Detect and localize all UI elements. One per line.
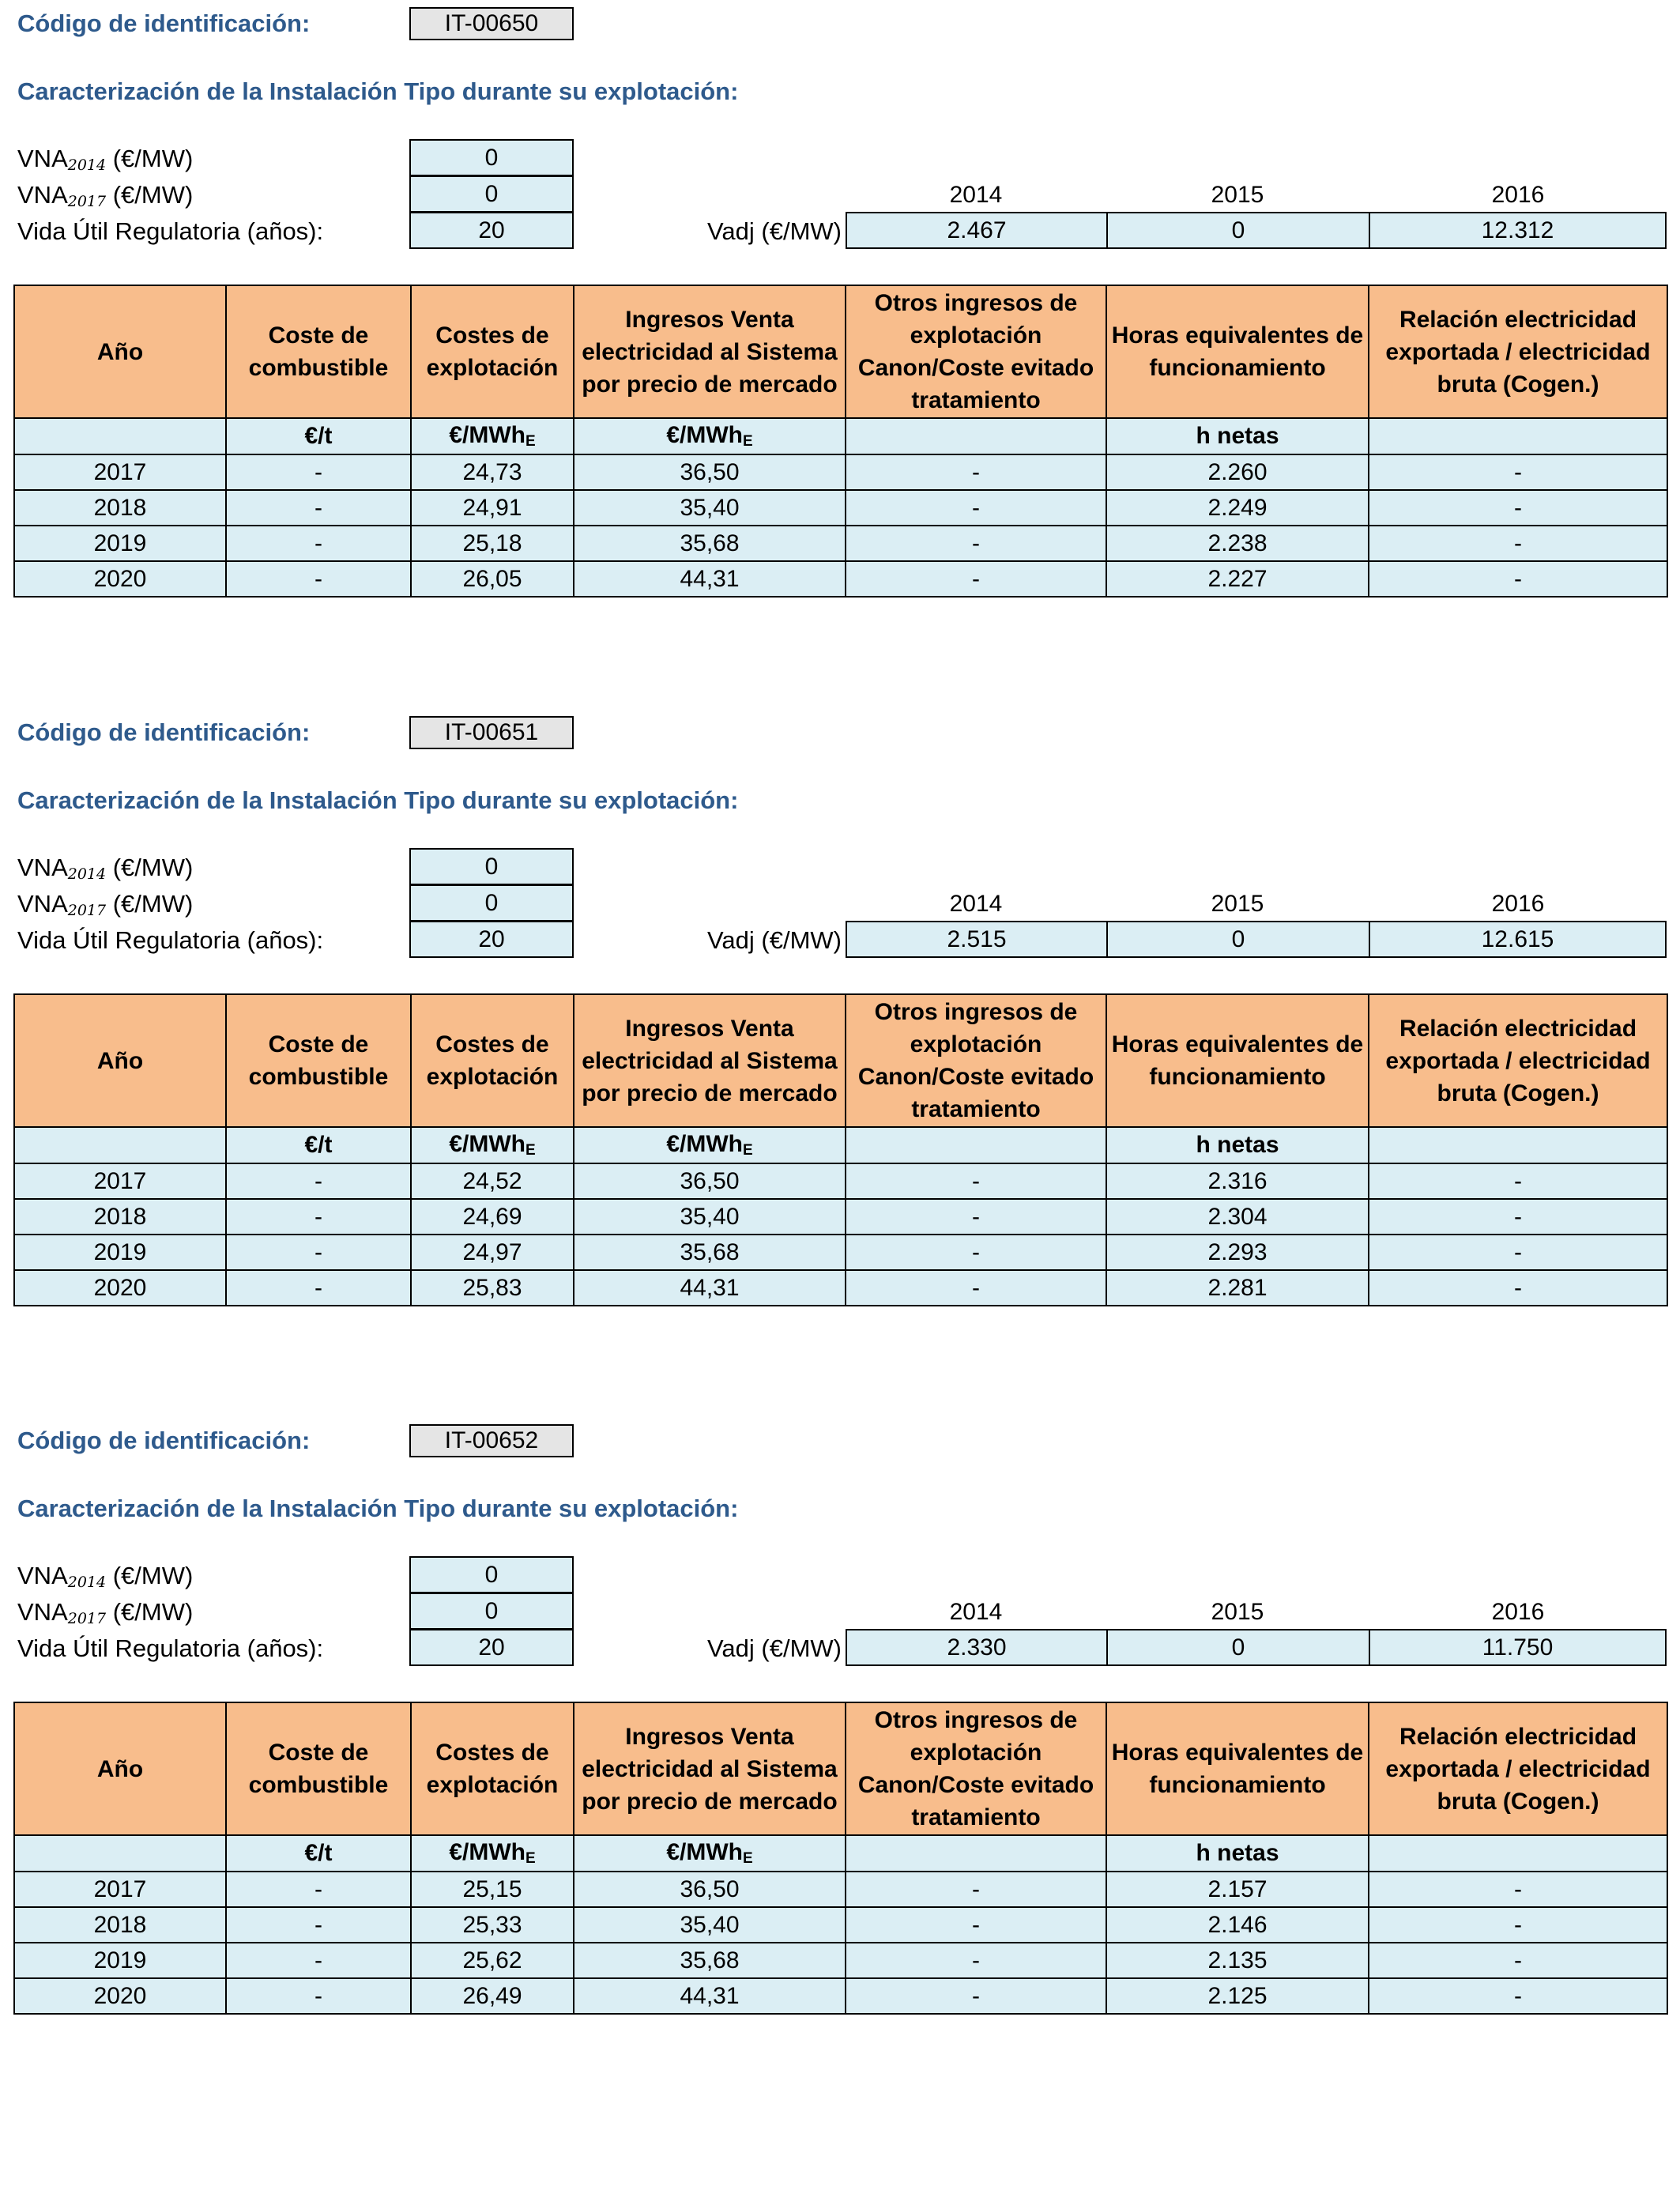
cell-explotacion: 24,91 [411,490,574,526]
cost-table [13,993,1668,1306]
cell-horas: 2.281 [1106,1270,1369,1306]
unit-horas: h netas [1106,418,1369,454]
cell-year: 2019 [14,1235,226,1270]
cell-relacion: - [1369,526,1667,561]
cell-otros: - [846,1163,1106,1199]
characterization-heading: Caracterización de la Instalación Tipo durante su explotación: [17,1495,739,1522]
header-ingresos: Ingresos Venta electricidad al Sistema por precio de mercado [574,285,846,418]
cell-horas: 2.316 [1106,1163,1369,1199]
unit-explotacion: €/MWh$_E$ [411,1127,574,1163]
cell-otros: - [846,454,1106,490]
table-units-row [14,1835,1667,1872]
cell-year: 2018 [14,490,226,526]
unit-combustible: €/t [226,1835,411,1872]
table-units-row [14,1127,1667,1163]
cell-relacion: - [1369,1235,1667,1270]
vna-2017-label: $VNA_{2017}$ (€/MW) [17,890,194,919]
code-value: IT-00650 [409,7,574,40]
vadj-label: Vadj (€/MW) [707,217,842,245]
cell-ingresos: 35,68 [574,526,846,561]
cell-explotacion: 24,73 [411,454,574,490]
cell-year: 2018 [14,1907,226,1943]
vna-2017-value: 0 [409,175,574,213]
vadj-2015-value: 0 [1106,212,1370,249]
cell-otros: - [846,1907,1106,1943]
cell-relacion: - [1369,490,1667,526]
code-label: Código de identificación: [17,718,311,746]
cell-combustible: - [226,1872,411,1907]
vadj-label: Vadj (€/MW) [707,1634,842,1662]
cell-year: 2020 [14,1978,226,2014]
cell-explotacion: 26,05 [411,561,574,597]
cell-year: 2018 [14,1199,226,1235]
cell-otros: - [846,1235,1106,1270]
header-relacion: Relación electricidad exportada / electricidad bruta (Cogen.) [1369,994,1667,1127]
header-otros: Otros ingresos de explotación Canon/Coste evitado tratamiento [846,994,1106,1127]
year-header-2014: 2014 [949,182,1003,208]
cell-explotacion: 24,97 [411,1235,574,1270]
table-row [14,561,1667,597]
cell-explotacion: 24,52 [411,1163,574,1199]
cell-relacion: - [1369,454,1667,490]
cell-combustible: - [226,1163,411,1199]
unit-anio [14,1127,226,1163]
unit-anio [14,1835,226,1872]
vna-2014-value: 0 [409,848,574,885]
cell-combustible: - [226,1907,411,1943]
vna-2014-label: $VNA_{2014}$ (€/MW) [17,854,194,883]
cell-horas: 2.125 [1106,1978,1369,2014]
cell-relacion: - [1369,1270,1667,1306]
vadj-label: Vadj (€/MW) [707,926,842,954]
unit-horas: h netas [1106,1127,1369,1163]
unit-anio [14,418,226,454]
cell-combustible: - [226,561,411,597]
cell-ingresos: 36,50 [574,1872,846,1907]
cell-explotacion: 25,33 [411,1907,574,1943]
cell-horas: 2.135 [1106,1943,1369,1978]
code-label: Código de identificación: [17,9,311,37]
year-header-2015: 2015 [1211,891,1264,917]
table-row [14,454,1667,490]
table-row [14,490,1667,526]
vna-2017-value: 0 [409,884,574,922]
cell-horas: 2.293 [1106,1235,1369,1270]
header-combustible: Coste de combustible [226,285,411,418]
year-header-2016: 2016 [1491,182,1545,208]
table-row [14,1872,1667,1907]
header-otros: Otros ingresos de explotación Canon/Coste evitado tratamiento [846,1702,1106,1835]
table-header-row [14,1702,1667,1835]
header-explotacion: Costes de explotación [411,285,574,418]
vadj-2015-value: 0 [1106,921,1370,958]
cell-relacion: - [1369,1907,1667,1943]
unit-otros [846,1127,1106,1163]
year-header-2015: 2015 [1211,1599,1264,1625]
cell-horas: 2.260 [1106,454,1369,490]
cell-ingresos: 36,50 [574,454,846,490]
cell-otros: - [846,1872,1106,1907]
header-relacion: Relación electricidad exportada / electricidad bruta (Cogen.) [1369,1702,1667,1835]
cell-otros: - [846,1199,1106,1235]
vida-util-label: Vida Útil Regulatoria (años): [17,1634,324,1662]
cell-ingresos: 35,68 [574,1235,846,1270]
vna-2014-label: $VNA_{2014}$ (€/MW) [17,145,194,174]
cell-otros: - [846,561,1106,597]
unit-combustible: €/t [226,1127,411,1163]
cell-horas: 2.227 [1106,561,1369,597]
vna-2017-label: $VNA_{2017}$ (€/MW) [17,181,194,210]
code-value: IT-00652 [409,1424,574,1457]
table-row [14,1270,1667,1306]
cell-relacion: - [1369,561,1667,597]
cell-ingresos: 44,31 [574,1270,846,1306]
cell-ingresos: 44,31 [574,561,846,597]
cell-year: 2019 [14,1943,226,1978]
table-row [14,1943,1667,1978]
header-relacion: Relación electricidad exportada / electricidad bruta (Cogen.) [1369,285,1667,418]
cell-horas: 2.238 [1106,526,1369,561]
unit-ingresos: €/MWh$_E$ [574,1127,846,1163]
cell-horas: 2.157 [1106,1872,1369,1907]
code-label: Código de identificación: [17,1427,311,1454]
cell-relacion: - [1369,1163,1667,1199]
cell-relacion: - [1369,1978,1667,2014]
header-anio: Año [14,1702,226,1835]
cost-table [13,1702,1668,2015]
vida-util-value: 20 [409,1629,574,1666]
header-explotacion: Costes de explotación [411,994,574,1127]
unit-otros [846,1835,1106,1872]
cell-combustible: - [226,490,411,526]
year-header-2015: 2015 [1211,182,1264,208]
cell-horas: 2.249 [1106,490,1369,526]
unit-otros [846,418,1106,454]
vadj-2014-value: 2.515 [846,921,1108,958]
cell-otros: - [846,1978,1106,2014]
cell-explotacion: 25,15 [411,1872,574,1907]
cell-year: 2019 [14,526,226,561]
header-horas: Horas equivalentes de funcionamiento [1106,1702,1369,1835]
year-header-2016: 2016 [1491,891,1545,917]
header-anio: Año [14,285,226,418]
table-row [14,1163,1667,1199]
unit-explotacion: €/MWh$_E$ [411,1835,574,1872]
vadj-2016-value: 12.312 [1369,212,1667,249]
vna-2014-value: 0 [409,1556,574,1593]
cell-combustible: - [226,526,411,561]
header-ingresos: Ingresos Venta electricidad al Sistema por precio de mercado [574,1702,846,1835]
table-row [14,1907,1667,1943]
cell-ingresos: 44,31 [574,1978,846,2014]
installation-section [0,709,1680,1357]
vna-2017-value: 0 [409,1593,574,1630]
cell-year: 2017 [14,1163,226,1199]
cell-ingresos: 36,50 [574,1163,846,1199]
cell-combustible: - [226,1943,411,1978]
vadj-2015-value: 0 [1106,1629,1370,1666]
table-row [14,1199,1667,1235]
cell-year: 2017 [14,454,226,490]
header-explotacion: Costes de explotación [411,1702,574,1835]
cell-horas: 2.146 [1106,1907,1369,1943]
unit-relacion [1369,1127,1667,1163]
vida-util-value: 20 [409,212,574,249]
cell-explotacion: 25,83 [411,1270,574,1306]
vadj-2014-value: 2.330 [846,1629,1108,1666]
cell-year: 2020 [14,561,226,597]
cell-year: 2020 [14,1270,226,1306]
unit-ingresos: €/MWh$_E$ [574,418,846,454]
cell-otros: - [846,1270,1106,1306]
unit-explotacion: €/MWh$_E$ [411,418,574,454]
cell-combustible: - [226,1270,411,1306]
cell-otros: - [846,526,1106,561]
unit-relacion [1369,418,1667,454]
cell-explotacion: 24,69 [411,1199,574,1235]
unit-combustible: €/t [226,418,411,454]
vna-2014-value: 0 [409,139,574,176]
header-horas: Horas equivalentes de funcionamiento [1106,994,1369,1127]
header-combustible: Coste de combustible [226,994,411,1127]
table-header-row [14,285,1667,418]
cell-explotacion: 25,18 [411,526,574,561]
installation-section [0,1417,1680,2065]
cell-relacion: - [1369,1943,1667,1978]
cell-explotacion: 26,49 [411,1978,574,2014]
vida-util-label: Vida Útil Regulatoria (años): [17,926,324,954]
cell-otros: - [846,1943,1106,1978]
table-row [14,1235,1667,1270]
vna-2014-label: $VNA_{2014}$ (€/MW) [17,1562,194,1591]
cell-combustible: - [226,1978,411,2014]
year-header-2014: 2014 [949,1599,1003,1625]
characterization-heading: Caracterización de la Instalación Tipo durante su explotación: [17,786,739,814]
vadj-2016-value: 12.615 [1369,921,1667,958]
unit-relacion [1369,1835,1667,1872]
cell-relacion: - [1369,1872,1667,1907]
header-combustible: Coste de combustible [226,1702,411,1835]
code-value: IT-00651 [409,716,574,749]
cell-combustible: - [226,1199,411,1235]
cell-explotacion: 25,62 [411,1943,574,1978]
cell-ingresos: 35,40 [574,1907,846,1943]
cell-horas: 2.304 [1106,1199,1369,1235]
cell-ingresos: 35,40 [574,490,846,526]
header-ingresos: Ingresos Venta electricidad al Sistema por precio de mercado [574,994,846,1127]
cell-ingresos: 35,68 [574,1943,846,1978]
installation-section [0,0,1680,648]
cell-otros: - [846,490,1106,526]
header-horas: Horas equivalentes de funcionamiento [1106,285,1369,418]
cost-table [13,285,1668,598]
cell-year: 2017 [14,1872,226,1907]
vida-util-value: 20 [409,921,574,958]
cell-relacion: - [1369,1199,1667,1235]
vadj-2014-value: 2.467 [846,212,1108,249]
unit-horas: h netas [1106,1835,1369,1872]
cell-ingresos: 35,40 [574,1199,846,1235]
characterization-heading: Caracterización de la Instalación Tipo durante su explotación: [17,77,739,105]
vida-util-label: Vida Útil Regulatoria (años): [17,217,324,245]
table-row [14,1978,1667,2014]
header-anio: Año [14,994,226,1127]
vadj-2016-value: 11.750 [1369,1629,1667,1666]
table-row [14,526,1667,561]
unit-ingresos: €/MWh$_E$ [574,1835,846,1872]
header-otros: Otros ingresos de explotación Canon/Coste evitado tratamiento [846,285,1106,418]
table-units-row [14,418,1667,454]
year-header-2014: 2014 [949,891,1003,917]
vna-2017-label: $VNA_{2017}$ (€/MW) [17,1598,194,1627]
year-header-2016: 2016 [1491,1599,1545,1625]
table-header-row [14,994,1667,1127]
cell-combustible: - [226,1235,411,1270]
cell-combustible: - [226,454,411,490]
